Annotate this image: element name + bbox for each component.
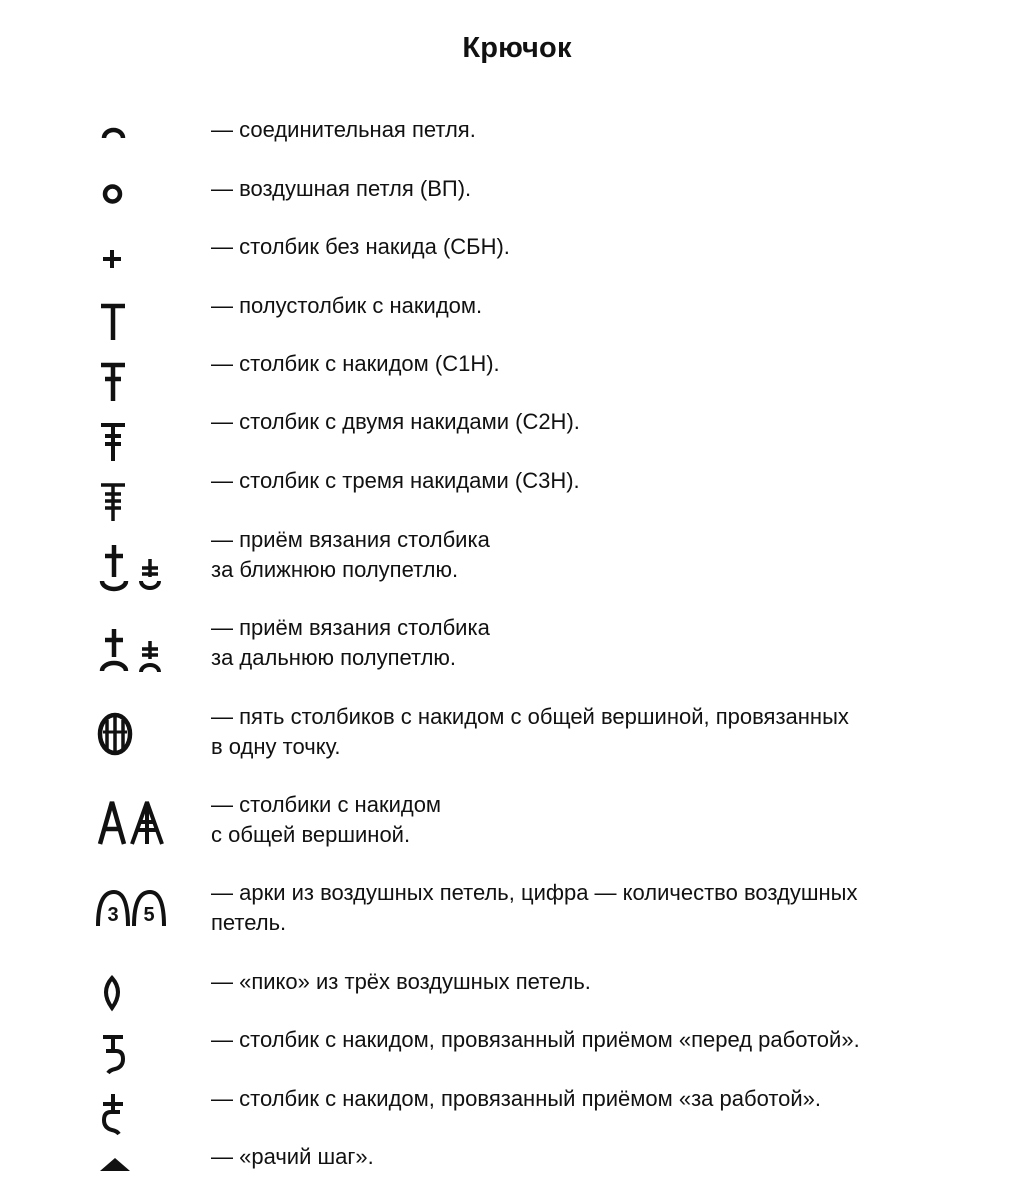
legend-description: — полустолбик с накидом. bbox=[211, 293, 483, 318]
puff-stitch-icon bbox=[96, 712, 136, 756]
chain-arch-icon bbox=[94, 886, 174, 934]
chain-stitch-icon bbox=[100, 182, 126, 208]
legend-description: — арки из воздушных петель, цифра — количество воздушных петель. bbox=[211, 880, 858, 935]
reverse-single-crochet-icon bbox=[98, 1156, 134, 1174]
legend-description: — столбик с двумя накидами (С2Н). bbox=[211, 409, 580, 434]
arch-count-label: 5 bbox=[143, 904, 155, 926]
legend-description: — столбик с накидом (С1Н). bbox=[211, 351, 500, 376]
back-post-double-crochet-icon bbox=[100, 1092, 128, 1136]
single-crochet-icon bbox=[100, 246, 126, 272]
legend-description: — столбик с накидом, провязанный приёмом «за работой». bbox=[211, 1086, 822, 1111]
legend-description: — пять столбиков с накидом с общей вершиной, провязанных в одну точку. bbox=[211, 704, 849, 759]
legend-description: — столбик с накидом, провязанный приёмом «перед работой». bbox=[211, 1027, 860, 1052]
legend-description: — соединительная петля. bbox=[211, 117, 476, 142]
legend-description: — столбики с накидом с общей вершиной. bbox=[211, 792, 442, 847]
front-post-double-crochet-icon bbox=[100, 1031, 128, 1075]
legend-description: — столбик с тремя накидами (С3Н). bbox=[211, 468, 580, 493]
arch-count-label: 3 bbox=[107, 904, 119, 926]
legend-description: — «пико» из трёх воздушных петель. bbox=[211, 969, 591, 994]
legend-description: — приём вязания столбика за дальнюю полупетлю. bbox=[211, 615, 490, 670]
double-treble-crochet-icon bbox=[100, 481, 128, 523]
double-crochet-icon bbox=[100, 361, 128, 403]
legend-description: — столбик без накида (СБН). bbox=[211, 234, 510, 259]
front-loop-stitch-icon bbox=[98, 543, 164, 593]
picot-icon bbox=[100, 975, 126, 1011]
half-double-crochet-icon bbox=[100, 302, 128, 342]
treble-crochet-icon bbox=[100, 421, 128, 463]
legend-description: — приём вязания столбика за ближнюю полупетлю. bbox=[211, 527, 490, 582]
back-loop-stitch-icon bbox=[98, 627, 164, 677]
cluster-stitch-icon bbox=[96, 796, 172, 848]
legend-description: — воздушная петля (ВП). bbox=[211, 176, 472, 201]
slip-stitch-icon bbox=[102, 125, 126, 139]
page-title: Крючок bbox=[462, 32, 572, 64]
legend-description: — «рачий шаг». bbox=[211, 1144, 374, 1169]
